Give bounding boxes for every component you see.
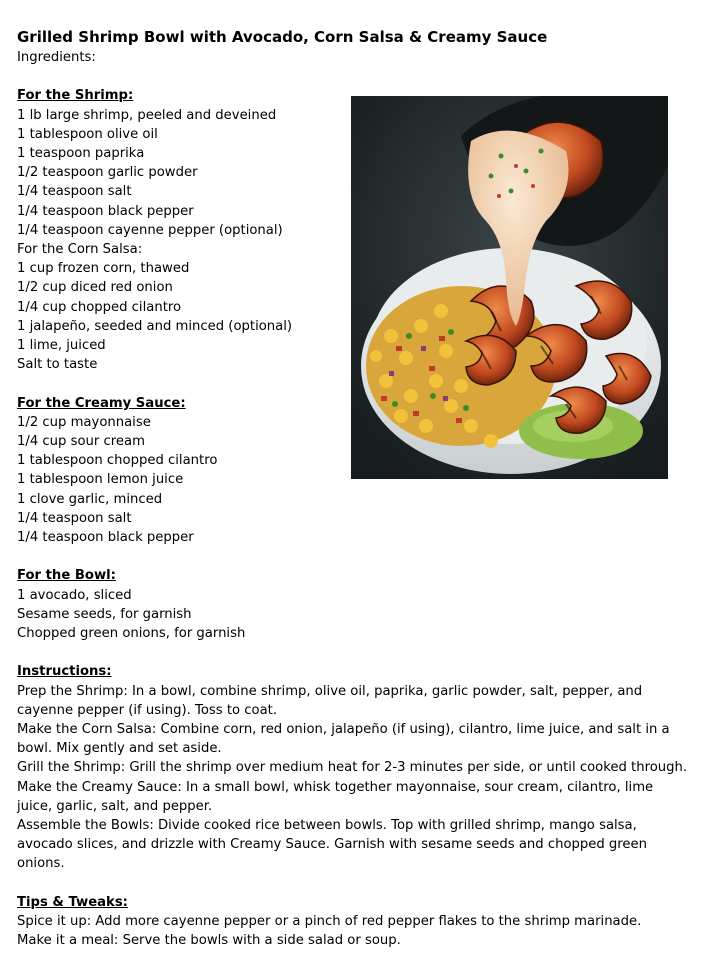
corn-salsa-ingredient: 1/4 cup chopped cilantro [17, 299, 182, 315]
tips-heading: Tips & Tweaks: [17, 894, 128, 910]
recipe-title: Grilled Shrimp Bowl with Avocado, Corn Salsa & Creamy Sauce [17, 28, 548, 46]
spacer [17, 67, 697, 86]
shrimp-ingredient: 1/4 teaspoon salt [17, 184, 132, 200]
bowl-ingredient: Chopped green onions, for garnish [17, 626, 246, 642]
instruction-step: Grill the Shrimp: Grill the shrimp over medium heat for 2-3 minutes per side, or until cooked through. [17, 760, 688, 776]
bowl-heading: For the Bowl: [17, 568, 116, 584]
shrimp-ingredient: 1/4 teaspoon black pepper [17, 203, 194, 219]
instruction-step: Assemble the Bowls: Divide cooked rice between bowls. Top with grilled shrimp, mango salsa, avocado slices, and drizzle with Creamy Sauce. Garnish with sesame seeds and chopped green onions. [17, 818, 648, 872]
creamy-sauce-ingredient: 1 tablespoon chopped cilantro [17, 453, 218, 469]
instruction-step: Make the Corn Salsa: Combine corn, red onion, jalapeño (if using), cilantro, lime juice, and salt in a bowl. Mix gently and set aside. [17, 722, 670, 757]
spacer [17, 874, 689, 893]
shrimp-ingredient: 1/2 teaspoon garlic powder [17, 165, 198, 181]
shrimp-heading: For the Shrimp: [17, 88, 134, 104]
corn-salsa-ingredient: 1/2 cup diced red onion [17, 280, 173, 296]
spacer [17, 547, 697, 566]
instructions-heading: Instructions: [17, 664, 112, 680]
tip-item: Spice it up: Add more cayenne pepper or a pinch of red pepper flakes to the shrimp marinade. [17, 914, 642, 930]
shrimp-ingredient: 1 tablespoon olive oil [17, 126, 158, 142]
shrimp-ingredient: 1/4 teaspoon cayenne pepper (optional) [17, 222, 283, 238]
creamy-sauce-ingredient: 1 tablespoon lemon juice [17, 472, 184, 488]
corn-salsa-ingredient: 1 lime, juiced [17, 338, 106, 354]
creamy-sauce-ingredient: 1 clove garlic, minced [17, 491, 163, 507]
creamy-sauce-ingredient: 1/4 cup sour cream [17, 434, 145, 450]
creamy-sauce-ingredient: 1/4 teaspoon salt [17, 510, 132, 526]
bowl-ingredient: Sesame seeds, for garnish [17, 606, 192, 622]
ingredients-label: Ingredients: [17, 50, 96, 65]
tip-item: Make it a meal: Serve the bowls with a side salad or soup. [17, 933, 401, 949]
corn-salsa-ingredient: 1 cup frozen corn, thawed [17, 261, 190, 277]
shrimp-bowl-illustration [351, 96, 668, 479]
creamy-sauce-ingredient: 1/4 teaspoon black pepper [17, 530, 194, 546]
corn-salsa-heading: For the Corn Salsa: [17, 242, 143, 258]
shrimp-bowl-photo [351, 96, 668, 479]
corn-salsa-ingredient: Salt to taste [17, 357, 98, 373]
instruction-step: Make the Creamy Sauce: In a small bowl, whisk together mayonnaise, sour cream, cilantro, lime juice, garlic, salt, and pepper. [17, 779, 654, 814]
bowl-ingredient: 1 avocado, sliced [17, 587, 132, 603]
shrimp-ingredient: 1 teaspoon paprika [17, 146, 145, 161]
creamy-sauce-heading: For the Creamy Sauce: [17, 395, 186, 411]
corn-salsa-ingredient: 1 jalapeño, seeded and minced (optional) [17, 318, 293, 334]
instructions-section [17, 662, 689, 950]
creamy-sauce-ingredient: 1/2 cup mayonnaise [17, 414, 151, 430]
spacer [17, 643, 697, 662]
instruction-step: Prep the Shrimp: In a bowl, combine shrimp, olive oil, paprika, garlic powder, salt, pepper, and cayenne pepper (if using). Toss to coat. [17, 683, 643, 718]
shrimp-ingredient: 1 lb large shrimp, peeled and deveined [17, 107, 277, 123]
